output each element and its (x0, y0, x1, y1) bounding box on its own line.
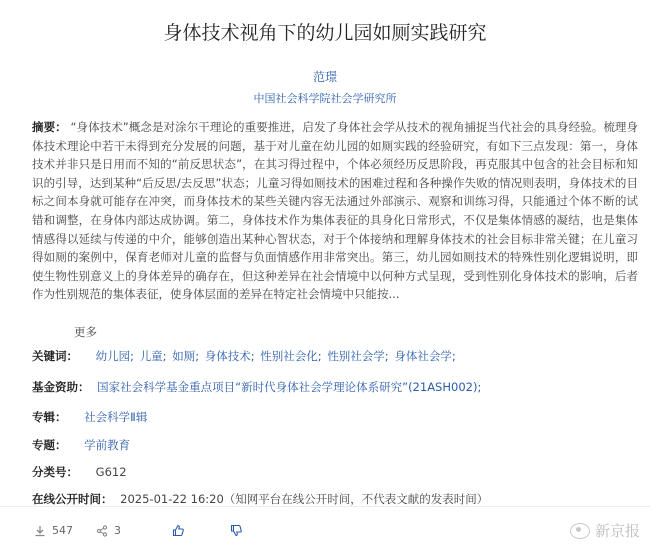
fund-label: 基金资助： (32, 380, 90, 394)
download-count-value: 547 (52, 524, 73, 537)
download-count[interactable] (34, 524, 73, 537)
abstract-text: “身体技术”概念是对涂尔干理论的重要推进，启发了身体社会学从技术的视角捕捉当代社会的具身经验。梳理身体技术理论中若干未得到充分发展的问题，基于对儿童在幼儿园的如厕实践的经验研究，有如下三点发现：第一，身体技术并非只是日用而不知的“前反思状态”，在其习得过程中，个体必须经历反思阶段，再克服其中包含的社会目标和知识的引导，达到某种“后反思/去反思”状态；儿童习得如厕技术的困难过程和各种操作失败的情况则表明，身体技术的目标之间本身就可能存在冲突，而身体技术的某些关键内容无法通过外部演示、观察和训练习得，只能通过个体不断的试错和调整，在身体内部达成协调。第二，身体技术作为集体表征的具身化日常形式，不仅是集体情感的凝结，也是集体情感得以延续与传递的中介，能够创造出某种心智状态，对于个体接纳和理解身体技术的社会目标非常关键；在儿童习得如厕的案例中，保育老师对儿童的监督与负面情感作用非常突出。第三，幼儿园如厕技术的特殊性别化逻辑说明，即使生物性别意义上的身体差异的确存在，但这种差异在社会情境中以何种方式呈现，受到性别化身体技术的影响，后者作为性别规范的集体表征，使身体层面的差异在特定社会情境中只能按... (32, 120, 639, 302)
keyword-link[interactable]: 儿童; (139, 349, 167, 363)
dislike-button[interactable] (230, 524, 249, 537)
keywords-label: 关键词： (32, 349, 78, 363)
abstract-block (32, 118, 638, 304)
series-label: 专辑： (32, 410, 67, 424)
fund-row (32, 379, 481, 395)
online-date-label: 在线公开时间： (32, 492, 113, 506)
footer-bar (0, 506, 650, 548)
author-link[interactable]: 范璟 (312, 70, 337, 84)
keyword-link[interactable]: 身体技术; (204, 349, 255, 363)
keyword-link[interactable]: 性别社会学; (327, 349, 389, 363)
keyword-link[interactable]: 性别社会化; (260, 349, 322, 363)
topic-row (32, 437, 130, 453)
fund-link[interactable]: 国家社会科学基金重点项目“新时代身体社会学理论体系研究”(21ASH002); (97, 380, 482, 394)
keyword-link[interactable]: 如厕; (172, 349, 200, 363)
topic-link[interactable]: 学前教育 (84, 438, 131, 452)
weibo-logo-icon (570, 523, 590, 539)
share-icon (96, 525, 108, 537)
institution-link[interactable]: 中国社会科学院社会学研究所 (253, 92, 397, 105)
more-link[interactable]: 更多 (74, 325, 97, 339)
topic-label: 专题： (32, 438, 67, 452)
thumbs-up-icon (172, 524, 185, 537)
keywords-list (96, 349, 458, 363)
watermark-text: 新京报 (594, 522, 640, 540)
classification-value: G612 (95, 465, 127, 479)
article-title: 身体技术视角下的幼儿园如厕实践研究 (163, 22, 487, 44)
keyword-link[interactable]: 幼儿园; (95, 349, 135, 363)
download-icon (34, 525, 46, 537)
online-date-row (32, 491, 488, 507)
share-count-value: 3 (114, 524, 121, 537)
abstract-label: 摘要： (32, 120, 67, 134)
like-button[interactable] (172, 524, 191, 537)
classification-label: 分类号： (32, 465, 78, 479)
keywords-row (32, 348, 458, 364)
classification-row (32, 464, 127, 480)
watermark (570, 520, 640, 541)
online-date-value: 2025-01-22 16:20（知网平台在线公开时间，不代表文献的发表时间） (120, 492, 489, 506)
thumbs-down-icon (230, 524, 243, 537)
series-row (32, 409, 147, 425)
series-link[interactable]: 社会科学Ⅱ辑 (84, 410, 148, 424)
keyword-link[interactable]: 身体社会学; (394, 349, 456, 363)
share-count[interactable] (96, 524, 121, 537)
